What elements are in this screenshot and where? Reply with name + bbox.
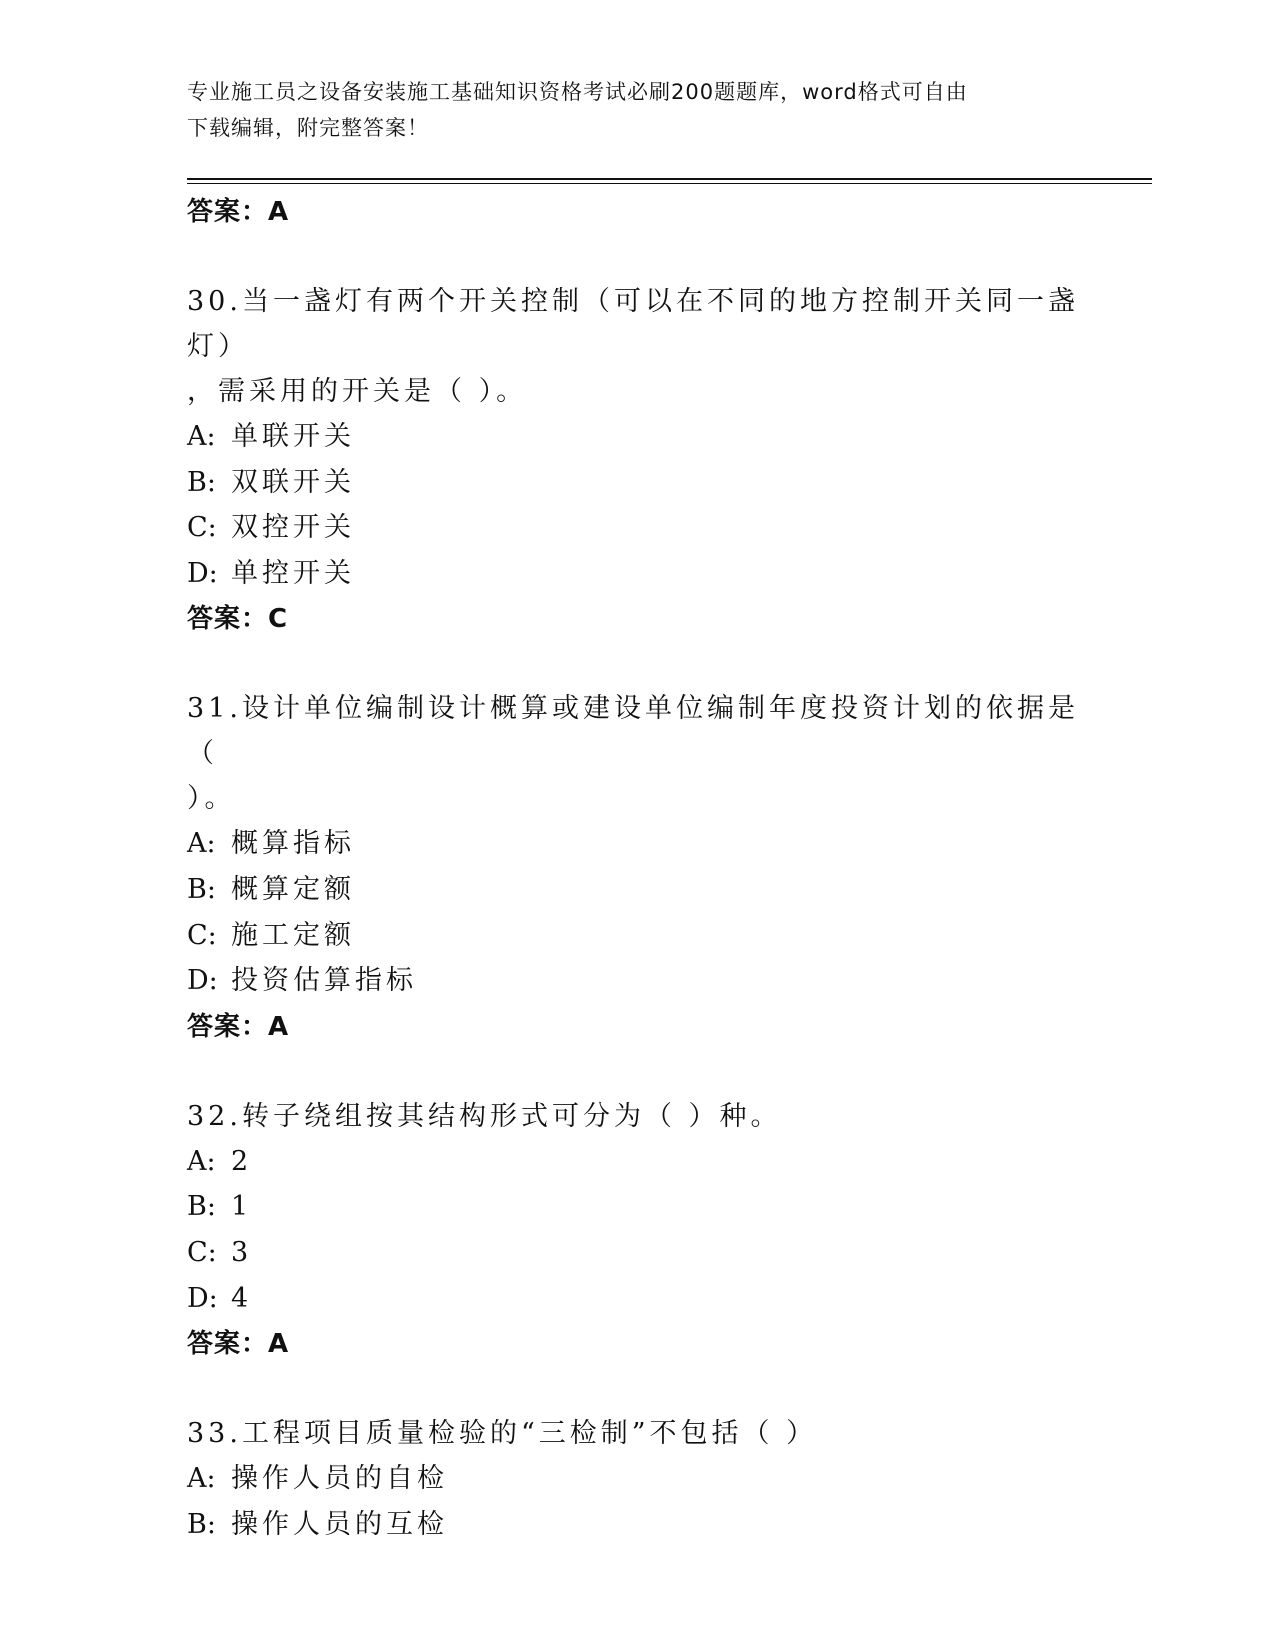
- option-a: [187, 821, 1087, 867]
- question-31: [187, 686, 1087, 1049]
- option-text: 投资估算指标: [231, 965, 417, 997]
- option-letter: B:: [187, 466, 216, 498]
- option-text: 操作人员的互检: [231, 1508, 448, 1540]
- header-line-1: 专业施工员之设备安装施工基础知识资格考试必刷200题题库，word格式可自由: [187, 80, 968, 104]
- option-text: 单联开关: [231, 421, 355, 452]
- option-letter: B:: [187, 873, 216, 905]
- option-text: 概算定额: [231, 873, 355, 905]
- option-letter: A:: [187, 828, 216, 860]
- answer-line: 答案：A: [187, 1011, 290, 1042]
- option-d: [187, 551, 1087, 597]
- option-letter: C:: [187, 512, 217, 544]
- spacer: [187, 1367, 1087, 1411]
- spacer: [187, 642, 1087, 686]
- option-letter: A:: [187, 1463, 216, 1495]
- spacer: [187, 1050, 1087, 1094]
- option-b: [187, 460, 1087, 506]
- option-a: [187, 1456, 1087, 1502]
- option-letter: D:: [187, 965, 218, 997]
- answer-line: 答案：A: [187, 197, 290, 227]
- question-stem: 31.设计单位编制设计概算或建设单位编制年度投资计划的依据是（: [187, 693, 1079, 770]
- option-b: [187, 1184, 1087, 1230]
- option-letter: A:: [187, 421, 216, 452]
- option-text: 双控开关: [231, 512, 355, 544]
- document-header: [187, 74, 1087, 146]
- answer-line: 答案：C: [187, 604, 289, 635]
- option-text: 施工定额: [231, 919, 355, 951]
- option-b: [187, 867, 1087, 913]
- option-text: 操作人员的自检: [231, 1463, 448, 1495]
- question-stem-continued: ，需采用的开关是（ ）。: [187, 376, 528, 407]
- option-d: [187, 958, 1087, 1004]
- header-divider: [187, 178, 1152, 184]
- question-32: [187, 1094, 1087, 1367]
- option-text: 4: [231, 1282, 253, 1314]
- answer-line: 答案：A: [187, 1329, 290, 1360]
- spacer: [187, 235, 1087, 279]
- option-b: [187, 1502, 1087, 1548]
- option-a: [187, 1139, 1087, 1185]
- question-stem-continued: ）。: [187, 783, 236, 815]
- option-d: [187, 1276, 1087, 1322]
- option-letter: C:: [187, 919, 217, 951]
- option-text: 1: [231, 1191, 253, 1223]
- option-letter: B:: [187, 1508, 216, 1540]
- header-line-2: 下载编辑，附完整答案！: [187, 116, 429, 140]
- question-33: [187, 1411, 1087, 1547]
- question-stem: 32.转子绕组按其结构形式可分为（ ）种。: [187, 1100, 782, 1132]
- option-letter: A:: [187, 1145, 216, 1177]
- option-a: [187, 414, 1087, 460]
- option-letter: C:: [187, 1236, 217, 1268]
- question-30: [187, 279, 1087, 642]
- question-list: [187, 189, 1087, 1547]
- question-stem: 30.当一盏灯有两个开关控制（可以在不同的地方控制开关同一盏灯）: [187, 286, 1079, 362]
- option-text: 双联开关: [231, 466, 355, 498]
- option-letter: B:: [187, 1191, 216, 1223]
- option-c: [187, 505, 1087, 551]
- option-text: 概算指标: [231, 828, 355, 860]
- option-text: 单控开关: [231, 557, 355, 589]
- option-text: 2: [231, 1145, 253, 1177]
- option-c: [187, 1230, 1087, 1276]
- question-stem: 33.工程项目质量检验的“三检制”不包括（ ）: [187, 1418, 818, 1450]
- option-c: [187, 913, 1087, 959]
- option-letter: D:: [187, 1282, 218, 1314]
- option-letter: D:: [187, 557, 218, 589]
- option-text: 3: [231, 1236, 253, 1268]
